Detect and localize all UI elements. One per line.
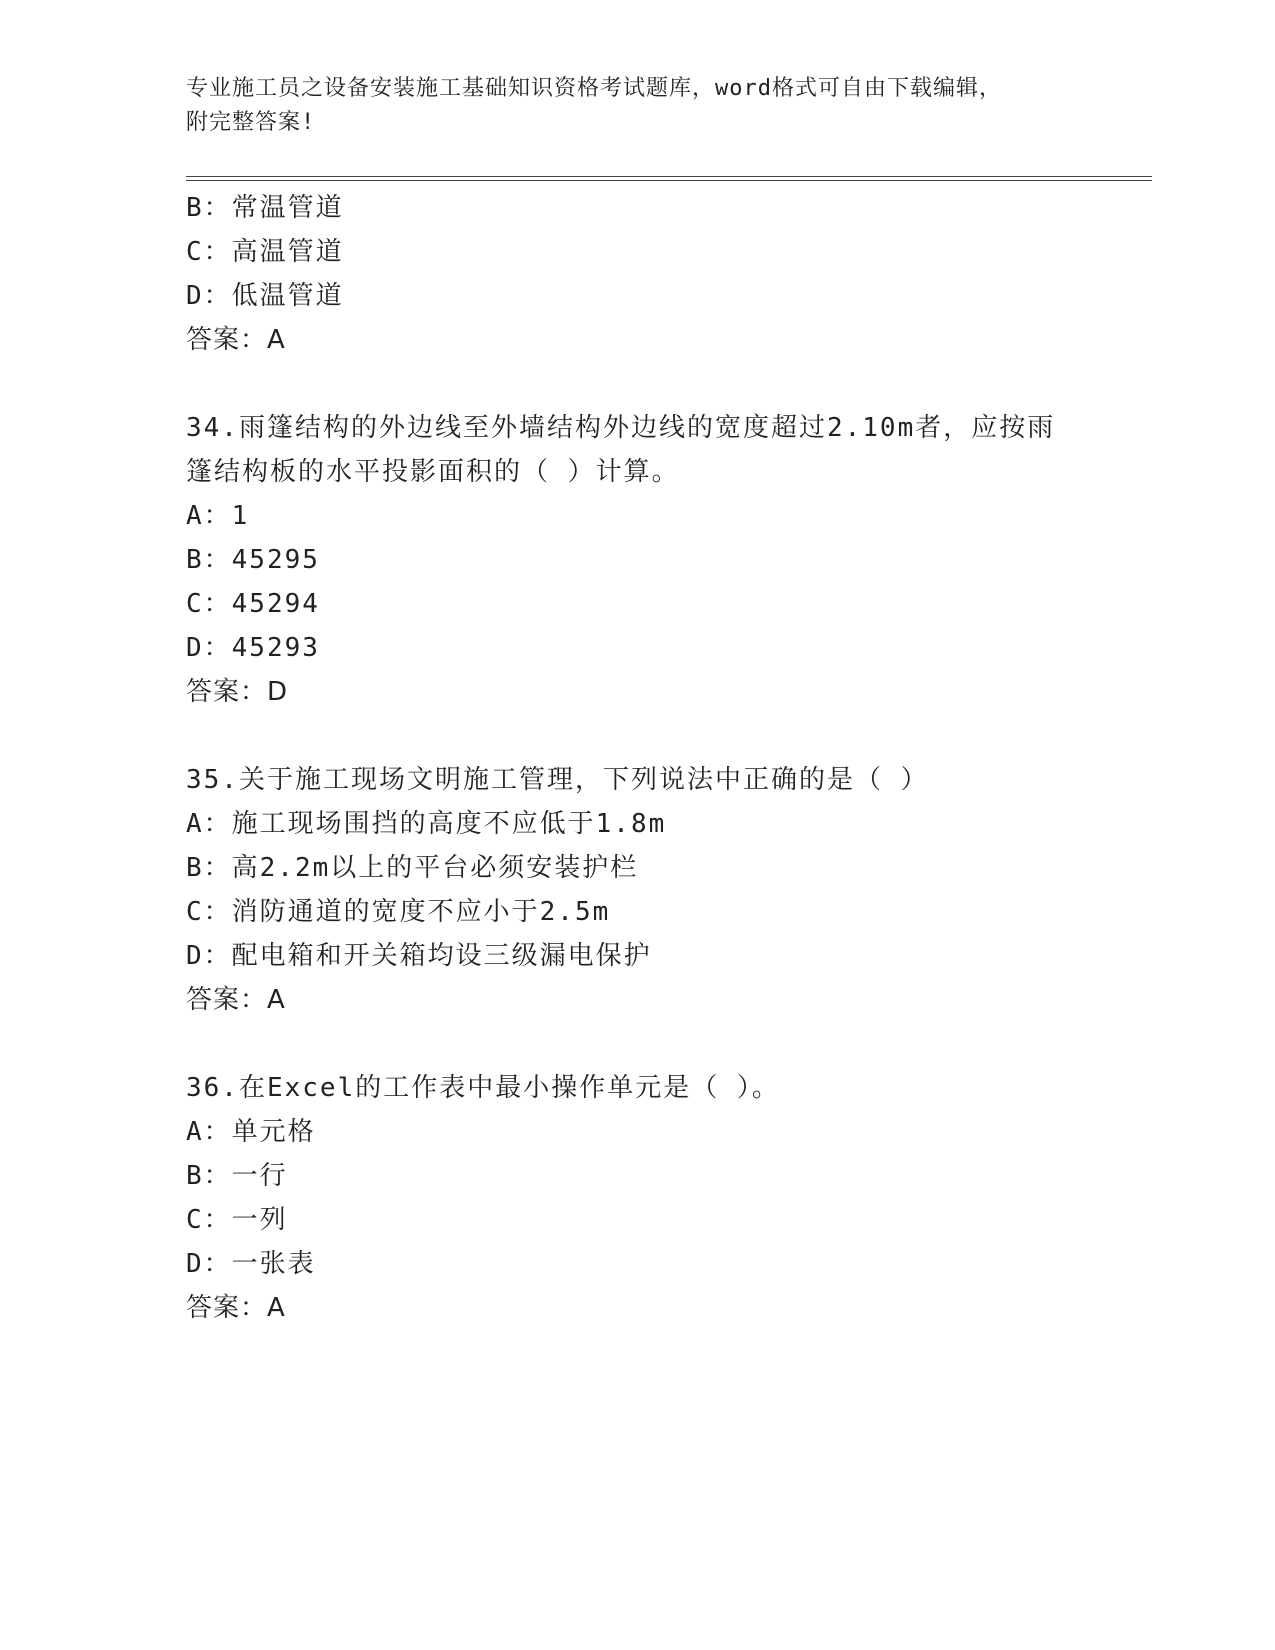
q34-stem-line-2: 篷结构板的水平投影面积的（ ）计算。 <box>186 457 680 487</box>
q35-stem: 35.关于施工现场文明施工管理，下列说法中正确的是（ ） <box>186 765 929 795</box>
header-line-2: 附完整答案! <box>186 110 316 135</box>
header-divider <box>186 176 1152 181</box>
q35-option-a: A：施工现场围挡的高度不应低于1.8m <box>186 809 667 839</box>
q34-option-a: A：1 <box>186 501 250 531</box>
q36-option-c: C：一列 <box>186 1205 288 1235</box>
prev-answer: 答案：A <box>186 325 286 355</box>
q36-answer: 答案：A <box>186 1293 286 1323</box>
q36-option-d: D：一张表 <box>186 1249 316 1279</box>
q34-option-c: C：45294 <box>186 589 320 619</box>
q36-stem: 36.在Excel的工作表中最小操作单元是（ ）。 <box>186 1073 780 1103</box>
header-line-1: 专业施工员之设备安装施工基础知识资格考试题库，word格式可自由下载编辑， <box>186 76 1002 101</box>
q36-option-a: A：单元格 <box>186 1117 316 1147</box>
prev-option-b: B：常温管道 <box>186 193 344 223</box>
q34-answer: 答案：D <box>186 677 289 707</box>
prev-option-d: D：低温管道 <box>186 281 344 311</box>
q34-option-b: B：45295 <box>186 545 320 575</box>
q35-option-d: D：配电箱和开关箱均设三级漏电保护 <box>186 941 652 971</box>
q35-option-b: B：高2.2m以上的平台必须安装护栏 <box>186 853 639 883</box>
document-header <box>186 72 1086 140</box>
q36-option-b: B：一行 <box>186 1161 288 1191</box>
q35-option-c: C：消防通道的宽度不应小于2.5m <box>186 897 611 927</box>
q34-stem-line-1: 34.雨篷结构的外边线至外墙结构外边线的宽度超过2.10m者，应按雨 <box>186 413 1056 443</box>
q35-answer: 答案：A <box>186 985 286 1015</box>
prev-option-c: C：高温管道 <box>186 237 344 267</box>
q34-option-d: D：45293 <box>186 633 320 663</box>
